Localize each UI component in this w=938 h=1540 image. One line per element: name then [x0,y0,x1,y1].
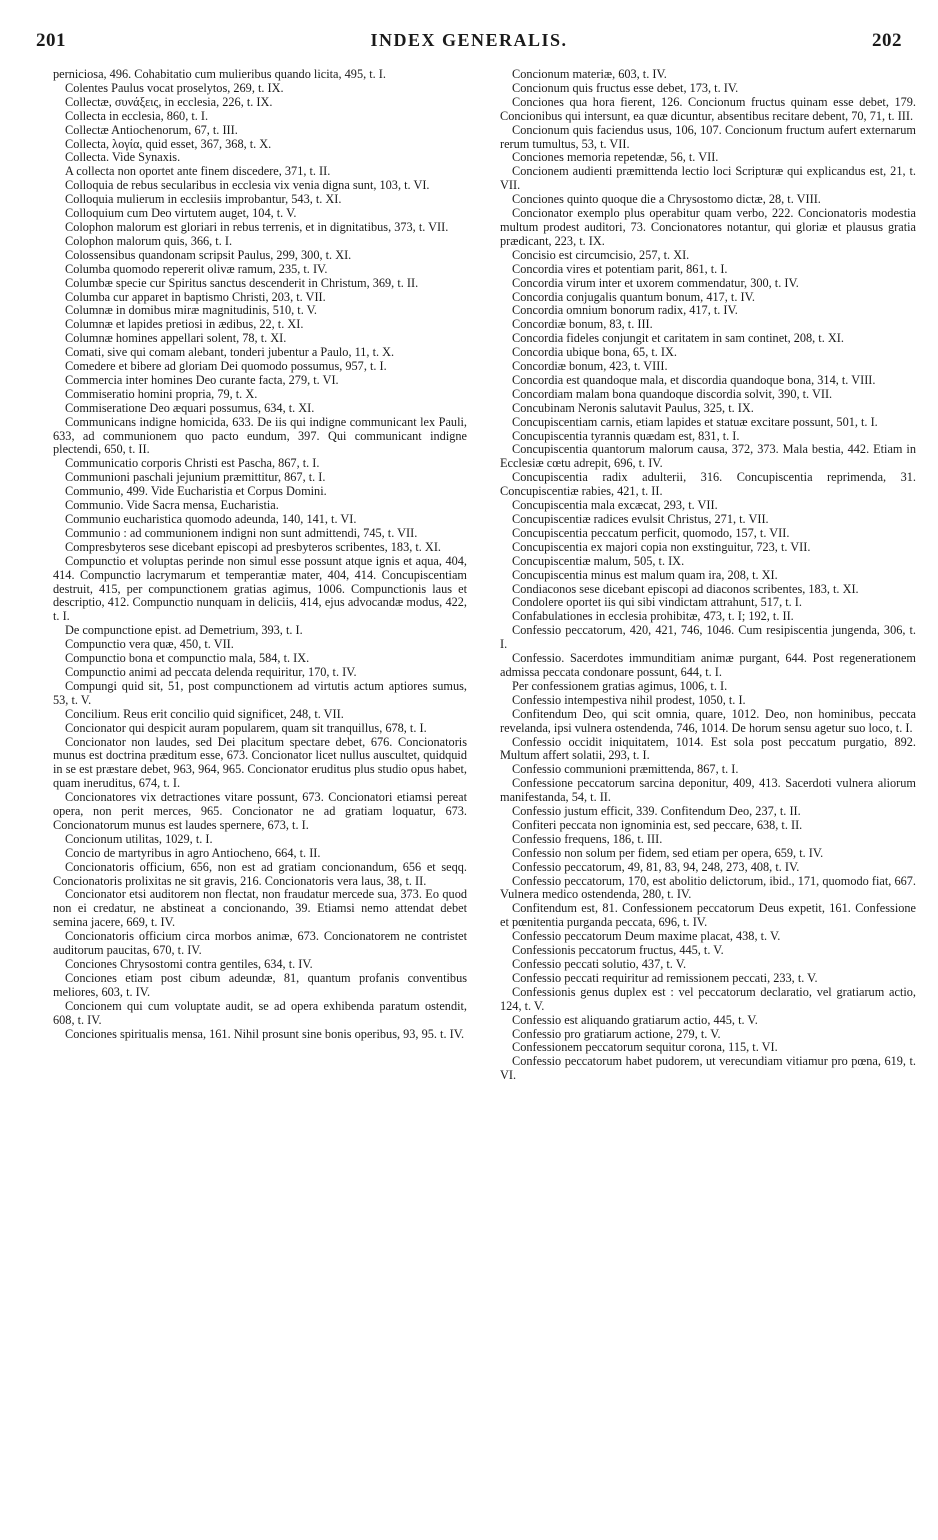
index-entry: Confessionis peccatorum fructus, 445, t. V. [512,943,724,958]
index-entry: Colloquia mulierum in ecclesiis improbantur, 543, t. XI. [65,192,342,207]
index-entry: Confessione peccatorum sarcina deponitur, 409, 413. Sacerdoti vulnera aliorum manifestanda, 54, t. II. [500,776,916,805]
index-entry: Colloquia de rebus secularibus in ecclesia vix venia digna sunt, 103, t. VI. [65,178,430,193]
index-entry: Concionum utilitas, 1029, t. I. [65,831,213,846]
index-entry: Concionatores vix detractiones vitare possunt, 673. Concionatori etiamsi pereat opera, non perit merces, 965. Concionator ne ad gratiam loquatur, 673. Concionatorum munus est laudes spernere, 673, t. I. [53,790,467,832]
index-entry: Concordia virum inter et uxorem commendatur, 300, t. IV. [512,275,799,290]
index-entry: Columnæ in domibus miræ magnitudinis, 510, t. V. [65,303,318,318]
right-column [500,68,916,1083]
index-entry: Commiseratione Deo æquari possumus, 634, t. XI. [65,400,315,415]
index-entry: Commiseratio homini propria, 79, t. X. [65,386,258,401]
index-entry: Collectæ Antiochenorum, 67, t. III. [65,122,238,137]
index-entry: Concionator etsi auditorem non flectat, non fraudatur mercede sua, 373. Eo quod non ei credatur, ne abstineat a concionando, 39. Etiamsi nemo attendat debet semina jacere, 669, t. IV. [53,887,467,930]
index-entry: perniciosa, 496. Cohabitatio cum mulieribus quando licita, 495, t. I. [53,67,386,81]
index-entry: De compunctione epist. ad Demetrium, 393, t. I. [65,623,303,638]
index-entry: Concubinam Neronis salutavit Paulus, 325, t. IX. [512,400,754,415]
index-entry: Confessio est aliquando gratiarum actio, 445, t. V. [512,1012,758,1027]
index-entry: A collecta non oportet ante finem discedere, 371, t. II. [65,164,331,179]
index-entry: Confessio peccati requiritur ad remissionem peccati, 233, t. V. [512,970,818,985]
index-entry: Collecta. Vide Synaxis. [65,150,181,165]
index-entry: Concordia ubique bona, 65, t. IX. [512,345,677,360]
index-entry: Concordia fideles conjungit et caritatem in sam continet, 208, t. XI. [512,331,844,346]
index-entry: Communioni paschali jejunium præmittitur, 867, t. I. [65,470,326,485]
index-entry: Confessio peccatorum, 420, 421, 746, 1046. Cum resipiscentia jungenda, 306, t. I. [500,623,916,652]
index-entry: Concupiscentia mala excæcat, 293, t. VII. [512,498,718,513]
index-entry: Confessio justum efficit, 339. Confitendum Deo, 237, t. II. [512,804,801,819]
index-entry: Compunctio bona et compunctio mala, 584, t. IX. [65,651,310,666]
index-entry: Columnæ homines appellari solent, 78, t. XI. [65,331,287,346]
index-entry: Concordiæ bonum, 423, t. VIII. [512,359,668,374]
index-entry: Concupiscentiam carnis, etiam lapides et statuæ excitare possunt, 501, t. I. [512,414,878,429]
index-entry: Condiaconos sese dicebant episcopi ad diaconos scribentes, 183, t. XI. [512,581,859,596]
index-entry: Columnæ et lapides pretiosi in ædibus, 22, t. XI. [65,317,304,332]
index-entry: Comati, sive qui comam alebant, tonderi jubentur a Paulo, 11, t. X. [65,345,395,360]
index-entry: Concionator exemplo plus operabitur quam verbo, 222. Concionatoris modestia multum prodest auditori, 73. Concionatores notantur, qui gloriæ et plausus gratia prædicant, 223, t. IX. [500,206,916,248]
index-entry: Colophon malorum est gloriari in rebus terrenis, et in dignitatibus, 373, t. VII. [65,219,449,234]
index-entry: Concionator qui despicit auram popularem, quam sit tranquillus, 678, t. I. [65,720,427,735]
index-entry: Columba quomodo repererit olivæ ramum, 235, t. IV. [65,261,328,276]
index-entry: Communicans indigne homicida, 633. De iis qui indigne communicant lex Pauli, 633, ad communionem quo pacto eundum, 397. Qui communicant indigne plectendi, 650, t. II. [53,414,467,457]
index-entry: Concionum quis fructus esse debet, 173, t. IV. [512,80,739,95]
index-entry: Concionem audienti præmittenda lectio loci Scripturæ qui explicandus est, 21, t. VII. [500,164,916,193]
index-entry: Concupiscentia radix adulterii, 316. Concupiscentia reprimenda, 31. Concupiscentiæ rabies, 421, t. II. [500,470,916,499]
index-entry: Confessionis genus duplex est : vel peccatorum declaratio, vel gratiarum actio, 124, t. V. [500,984,916,1013]
index-entry: Conciones qua hora fierent, 126. Concionum fructus quinam esse debet, 179. Concionibus qui intersunt, ea quæ dicuntur, absentibus recitare debent, 70, 71, t. III. [500,94,916,123]
index-entry: Confessio intempestiva nihil prodest, 1050, t. I. [512,692,746,707]
index-entry: Colentes Paulus vocat proselytos, 269, t. IX. [65,80,284,95]
index-entry: Colossensibus quandonam scripsit Paulus, 299, 300, t. XI. [65,247,352,262]
index-entry: Communio. Vide Sacra mensa, Eucharistia. [65,498,279,513]
left-column [53,68,467,1041]
index-entry: Concionem qui cum voluptate audit, se ad opera exhibenda paratum ostendit, 608, t. IV. [53,998,467,1027]
index-entry: Concordia est quandoque mala, et discordia quandoque bona, 314, t. VIII. [512,372,876,387]
index-entry: Comedere et bibere ad gloriam Dei quomodo possumus, 957, t. I. [65,359,387,374]
index-entry: Concupiscentiæ radices evulsit Christus, 271, t. VII. [512,512,769,526]
index-entry: Confessio frequens, 186, t. III. [512,831,663,846]
page-number-left: 201 [36,30,66,51]
index-entry: Conciones Chrysostomi contra gentiles, 634, t. IV. [65,957,313,971]
index-entry: Concisio est circumcisio, 257, t. XI. [512,247,690,262]
index-entry: Concionatoris officium circa morbos animæ, 673. Concionatorem ne contristet auditorum paucitas, 670, t. IV. [53,929,467,958]
index-entry: Compunctio animi ad peccata delenda requiritur, 170, t. IV. [65,664,357,679]
index-entry: Collecta in ecclesia, 860, t. I. [65,108,209,123]
index-entry: Confessionem peccatorum sequitur corona, 115, t. VI. [512,1040,778,1055]
index-entry: Concilium. Reus erit concilio quid significet, 248, t. VII. [65,706,344,721]
index-entry: Compunctio vera quæ, 450, t. VII. [65,637,234,652]
index-entry: Concordiæ bonum, 83, t. III. [512,317,653,332]
index-entry: Concionum quis faciendus usus, 106, 107. Concionum fructum aufert externarum rerum tumultus, 53, t. VII. [500,122,916,151]
index-entry: Concio de martyribus in agro Antiocheno, 664, t. II. [65,845,321,860]
index-entry: Concordiam malam bona quandoque discordia solvit, 390, t. VII. [512,386,833,401]
index-entry: Concionator non laudes, sed Dei placitum spectare debet, 676. Concionatoris munus est doctrina præditum esse, 673. Concionator licet nullus auscultet, quidquid in se est præstare debet, 963, 964, 965. Concionator eruditus plus studio opus habet, quam ineruditus, 674, t. I. [53,734,467,791]
index-entry: Concupiscentia minus est malum quam ira, 208, t. XI. [512,567,778,582]
index-entry: Confessio peccati solutio, 437, t. V. [512,957,687,971]
index-entry: Colophon malorum quis, 366, t. I. [65,233,233,248]
index-entry: Concionatoris officium, 656, non est ad gratiam concionandum, 656 et seqq. Concionatoris prolixitas ne sit gravis, 216. Concionatoris vera laus, 38, t. II. [53,859,467,888]
index-entry: Confessio peccatorum, 170, est abolitio delictorum, ibid., 171, quomodo fiat, 667. Vulnera medico ostendenda, 280, t. IV. [500,873,916,902]
index-entry: Confitendum est, 81. Confessionem peccatorum Deus expetit, 161. Confessione et pœnitentia purganda peccata, 696, t. IV. [500,901,916,930]
index-entry: Conciones spiritualis mensa, 161. Nihil prosunt sine bonis operibus, 93, 95. t. IV. [65,1026,465,1041]
index-entry: Compunctio et voluptas perinde non simul esse possunt atque ignis et aqua, 404, 414. Compunctio lacrymarum et temperantiæ mater, 404, 414. Concupiscentiam destruit, 415, per compunctionem gratias agimus, 1006. Compunctionis laus et descriptio, 412. Compunctio nunquam in deliciis, 414, ejus advocandæ modus, 422, t. I. [53,553,467,624]
index-entry: Communio eucharistica quomodo adeunda, 140, 141, t. VI. [65,512,357,526]
index-entry: Colloquium cum Deo virtutem auget, 104, t. V. [65,206,297,221]
index-entry: Concupiscentia peccatum perficit, quomodo, 157, t. VII. [512,525,790,540]
index-entry: Concupiscentia ex majori copia non exstinguitur, 723, t. VII. [512,539,811,554]
index-entry: Communio : ad communionem indigni non sunt admittendi, 745, t. VII. [65,525,418,540]
index-entry: Communio, 499. Vide Eucharistia et Corpus Domini. [65,484,327,499]
index-entry: Concupiscentia tyrannis quædam est, 831, t. I. [512,428,740,443]
index-entry: Concordia vires et potentiam parit, 861, t. I. [512,261,728,276]
index-entry: Condolere oportet iis qui sibi vindictam attrahunt, 517, t. I. [512,595,802,610]
index-entry: Concionum materiæ, 603, t. IV. [512,67,667,81]
index-entry: Communicatio corporis Christi est Pascha, 867, t. I. [65,456,320,471]
index-entry: Concordia conjugalis quantum bonum, 417, t. IV. [512,289,755,304]
index-entry: Conciones quinto quoque die a Chrysostomo dictæ, 28, t. VIII. [512,192,821,207]
index-entry: Conciones etiam post cibum adeundæ, 81, quantum profanis conventibus meliores, 603, t. IV. [53,970,467,999]
index-entry: Confessio non solum per fidem, sed etiam per opera, 659, t. IV. [512,845,824,860]
index-entry: Confessio pro gratiarum actione, 279, t. V. [512,1026,721,1041]
index-entry: Concordia omnium bonorum radix, 417, t. IV. [512,303,738,318]
index-entry: Concupiscentiæ malum, 505, t. IX. [512,553,685,568]
index-entry: Confessio. Sacerdotes immunditiam animæ purgant, 644. Post regenerationem admissa peccata condonare possunt, 644, t. I. [500,651,916,679]
index-entry: Confessio peccatorum Deum maxime placat, 438, t. V. [512,929,781,944]
index-entry: Confessio communioni præmittenda, 867, t. I. [512,762,739,777]
index-entry: Concupiscentia quantorum malorum causa, 372, 373. Mala bestia, 442. Etiam in Ecclesiæ cœtu adrepit, 696, t. IV. [500,442,916,471]
index-entry: Compresbyteros sese dicebant episcopi ad presbyteros scribentes, 183, t. XI. [65,539,441,554]
index-entry: Confessio occidit iniquitatem, 1014. Est sola post peccatum purgatio, 892. Multum affert solatii, 293, t. I. [500,734,916,763]
index-entry: Confiteri peccata non ignominia est, sed peccare, 638, t. II. [512,817,803,832]
index-entry: Columbæ specie cur Spiritus sanctus descenderit in Christum, 369, t. II. [65,275,419,290]
index-entry: Compungi quid sit, 51, post compunctionem ad virtutis actum aptiores sumus, 53, t. V. [53,678,467,707]
index-entry: Collecta, λογία, quid esset, 367, 368, t. X. [65,136,272,151]
index-entry: Collectæ, συνάξεις, in ecclesia, 226, t. IX. [65,94,273,109]
index-entry: Per confessionem gratias agimus, 1006, t. I. [512,678,728,693]
index-entry: Confessio peccatorum, 49, 81, 83, 94, 248, 273, 408, t. IV. [512,859,800,874]
index-entry: Confessio peccatorum habet pudorem, ut verecundiam vitiamur pro pœna, 619, t. VI. [500,1054,916,1083]
index-entry: Conciones memoria repetendæ, 56, t. VII. [512,150,719,165]
index-entry: Confitendum Deo, qui scit omnia, quare, 1012. Deo, non hominibus, peccata revelanda, ipsi vulnera ostendenda, 746, 1014. De horum sensu agetur suo loco, t. I. [500,706,916,735]
running-title: INDEX GENERALIS. [370,30,568,50]
page-header [18,30,920,58]
page-number-right: 202 [872,30,902,51]
index-entry: Columba cur apparet in baptismo Christi, 203, t. VII. [65,289,326,304]
index-entry: Confabulationes in ecclesia prohibitæ, 473, t. I; 192, t. II. [512,609,794,624]
index-entry: Commercia inter homines Deo curante facta, 279, t. VI. [65,372,339,387]
